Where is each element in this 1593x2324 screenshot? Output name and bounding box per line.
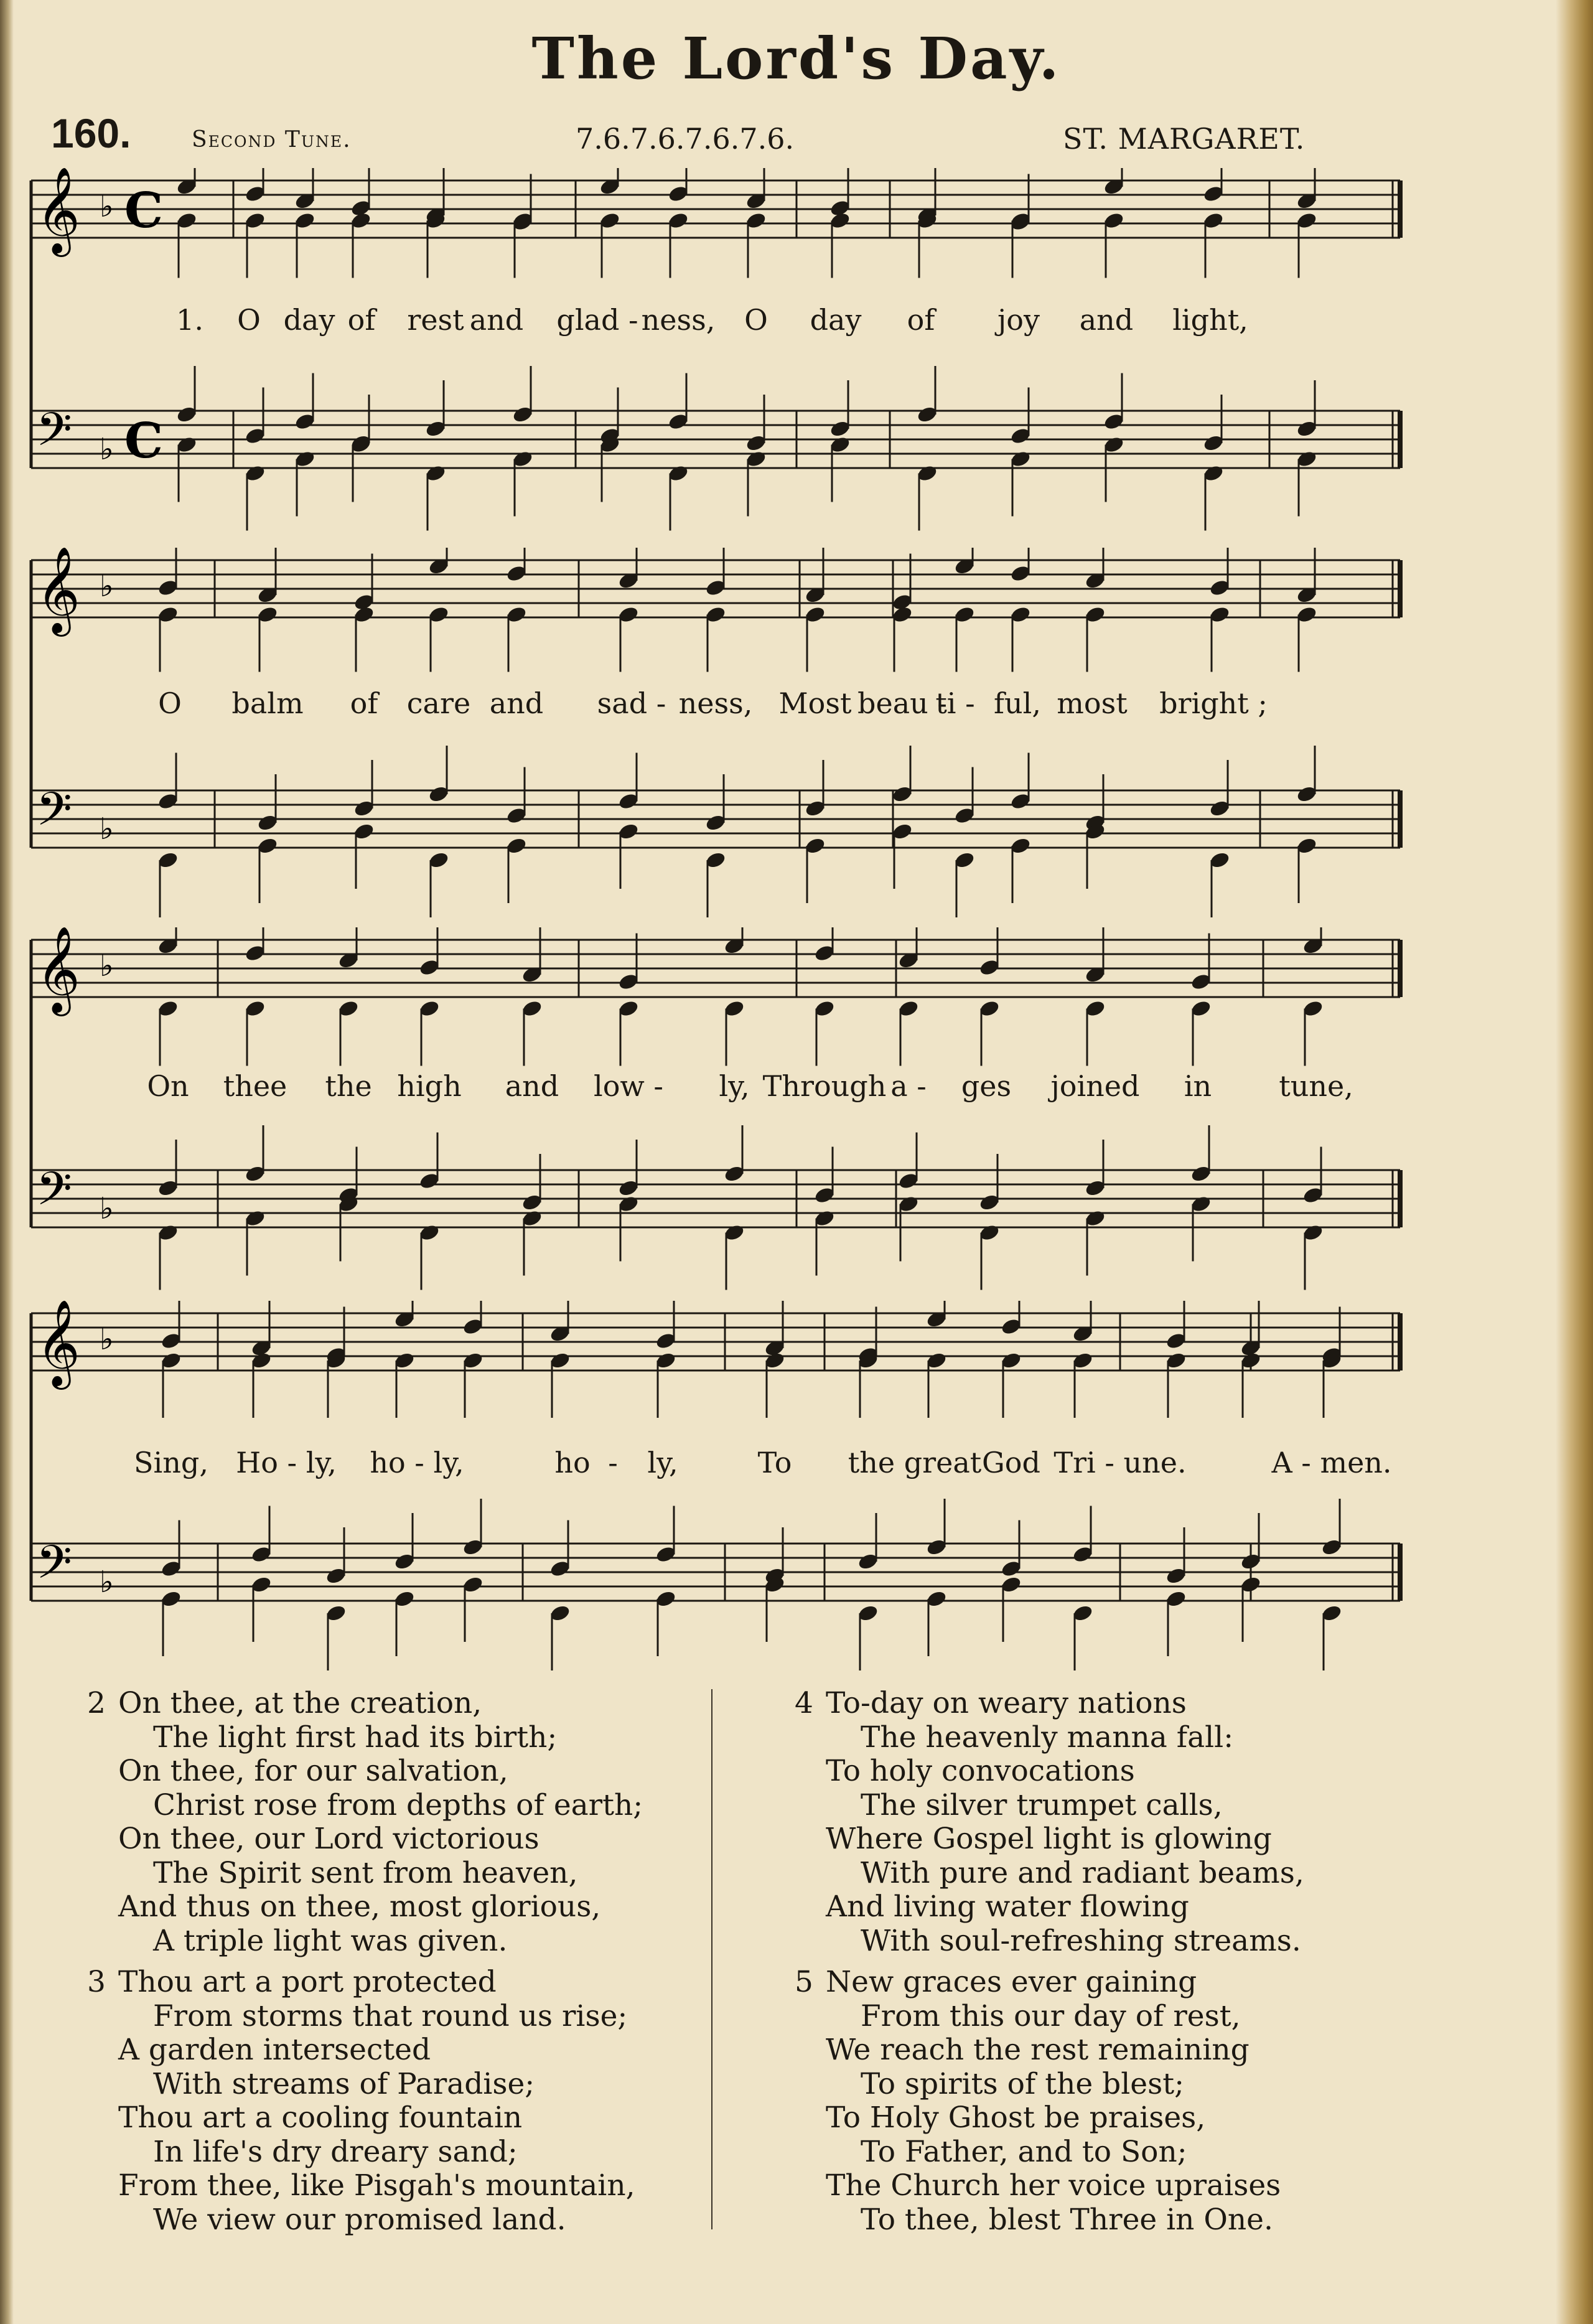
stanza-line: On thee, for our salvation, xyxy=(118,1754,508,1788)
lyric-syllable: light, xyxy=(1172,303,1248,337)
bass-clef-icon: 𝄢 xyxy=(36,782,72,848)
meter: 7.6.7.6.7.6.7.6. xyxy=(576,122,795,156)
lyric-syllable: of xyxy=(907,303,935,337)
lyric-syllable: and xyxy=(469,303,524,337)
flat-icon: ♭ xyxy=(100,1565,114,1600)
lyric-syllable: ly, xyxy=(719,1069,750,1103)
lyric-syllable: low - xyxy=(594,1069,663,1103)
lyric-syllable: O xyxy=(744,303,768,337)
lyric-syllable: To xyxy=(757,1446,792,1479)
lyric-syllable: and xyxy=(1079,303,1134,337)
lyric-syllable: On xyxy=(147,1069,189,1103)
stanza-line: To holy convocations xyxy=(826,1754,1135,1788)
stanza-line: The silver trumpet calls, xyxy=(861,1788,1223,1822)
stanza-line: The Church her voice upraises xyxy=(826,2168,1281,2203)
common-time-icon: C xyxy=(124,413,164,469)
stanza-line: Where Gospel light is glowing xyxy=(826,1822,1272,1856)
lyric-syllable: Most xyxy=(778,686,852,720)
flat-icon: ♭ xyxy=(100,949,114,983)
flat-icon: ♭ xyxy=(100,189,114,224)
stanza-5 xyxy=(795,1965,1281,2237)
lyric-syllable: ness, xyxy=(678,686,753,720)
lyric-syllable: O xyxy=(237,303,261,337)
stanza-line: To Holy Ghost be praises, xyxy=(826,2101,1206,2135)
stanza-line: To-day on weary nations xyxy=(826,1686,1187,1720)
lyric-syllable: ness, xyxy=(641,303,716,337)
stanza-line: To thee, blest Three in One. xyxy=(861,2202,1273,2237)
stanza-line: The light first had its birth; xyxy=(153,1720,558,1755)
stanza-line: Thou art a port protected xyxy=(118,1965,497,1999)
lyric-syllable: Ho - ly, xyxy=(236,1446,337,1479)
flat-icon: ♭ xyxy=(100,1322,114,1357)
tune-label: Second Tune. xyxy=(192,127,352,152)
stanza-line: A garden intersected xyxy=(118,2033,431,2067)
lyric-syllable: a - xyxy=(890,1069,927,1103)
flat-icon: ♭ xyxy=(100,812,114,846)
stanza-line: The heavenly manna fall: xyxy=(861,1720,1234,1755)
music-system-4 xyxy=(0,1301,1593,1687)
lyric-syllable: day xyxy=(810,303,862,337)
stanza-line: New graces ever gaining xyxy=(826,1965,1197,1999)
lyric-syllable: care xyxy=(406,686,471,720)
lyric-syllable: joy xyxy=(997,303,1040,337)
bass-clef-icon: 𝄢 xyxy=(36,403,72,468)
lyric-syllable: balm xyxy=(231,686,304,720)
lyric-syllable: the great xyxy=(848,1446,982,1479)
lyric-syllable: ges xyxy=(961,1069,1012,1103)
lyric-syllable: and xyxy=(505,1069,559,1103)
lyric-syllable: most xyxy=(1057,686,1128,720)
lyric-syllable: sad - xyxy=(597,686,666,720)
stanza-line: Christ rose from depths of earth; xyxy=(153,1788,643,1822)
stanza-line: Thou art a cooling fountain xyxy=(118,2101,523,2135)
column-divider xyxy=(711,1689,712,2229)
stanza-line: On thee, at the creation, xyxy=(118,1686,482,1720)
lyric-syllable: the xyxy=(325,1069,372,1103)
stanza-line: We reach the rest remaining xyxy=(826,2033,1250,2067)
stanza-line: From this our day of rest, xyxy=(861,1998,1241,2033)
treble-clef-icon: 𝄞 xyxy=(36,548,80,633)
lyric-syllable: ti - xyxy=(935,686,975,720)
treble-clef-icon: 𝄞 xyxy=(36,1301,80,1386)
lyric-syllable: of xyxy=(350,686,378,720)
lyric-syllable: O xyxy=(158,686,182,720)
lyric-syllable: Sing, xyxy=(134,1446,208,1479)
lyric-syllable: God xyxy=(982,1446,1040,1479)
treble-clef-icon: 𝄞 xyxy=(36,168,80,253)
flat-icon: ♭ xyxy=(100,569,114,604)
stanza-line: We view our promised land. xyxy=(153,2202,566,2237)
stanza-number: 3 xyxy=(87,1965,106,1999)
lyric-syllable: ly, xyxy=(647,1446,678,1479)
stanza-2 xyxy=(87,1686,643,1958)
stanza-line: On thee, our Lord victorious xyxy=(118,1822,540,1856)
stanza-number: 4 xyxy=(795,1686,813,1720)
lyric-syllable: day xyxy=(283,303,335,337)
lyric-syllable: ho - ly, xyxy=(370,1446,464,1479)
bass-clef-icon: 𝄢 xyxy=(36,1162,72,1227)
stanza-line: The Spirit sent from heaven, xyxy=(153,1855,578,1890)
lyric-syllable: thee xyxy=(223,1069,287,1103)
stanza-line: In life's dry dreary sand; xyxy=(153,2134,518,2169)
stanza-line: From storms that round us rise; xyxy=(153,1998,628,2033)
lyric-syllable: Through xyxy=(762,1069,887,1103)
lyric-syllable: joined xyxy=(1050,1069,1140,1103)
lyric-syllable: 1. xyxy=(176,303,203,337)
stanza-number: 5 xyxy=(795,1965,813,1999)
lyric-syllable: glad - xyxy=(556,303,638,337)
stanza-3 xyxy=(87,1965,635,2237)
lyric-syllable: tune, xyxy=(1279,1069,1353,1103)
music-system-3 xyxy=(0,927,1593,1313)
lyric-syllable: of xyxy=(347,303,376,337)
lyric-syllable: bright ; xyxy=(1159,686,1268,720)
lyric-syllable: beau - xyxy=(857,686,947,720)
stanza-line: With streams of Paradise; xyxy=(153,2066,535,2101)
stanza-line: From thee, like Pisgah's mountain, xyxy=(118,2168,635,2203)
stanza-number: 2 xyxy=(87,1686,106,1720)
stanza-line: To spirits of the blest; xyxy=(861,2066,1184,2101)
stanza-line: And living water flowing xyxy=(826,1890,1189,1924)
stanza-line: To Father, and to Son; xyxy=(861,2134,1187,2169)
stanza-line: And thus on thee, most glorious, xyxy=(118,1890,601,1924)
tune-name: ST. MARGARET. xyxy=(1063,122,1306,156)
lyric-syllable: ho xyxy=(554,1446,591,1479)
lyric-syllable: and xyxy=(489,686,544,720)
stanza-line: With pure and radiant beams, xyxy=(861,1855,1304,1890)
stanza-4 xyxy=(795,1686,1304,1958)
lyric-syllable: rest xyxy=(407,303,464,337)
stanza-line: A triple light was given. xyxy=(153,1923,508,1958)
lyric-syllable: ful, xyxy=(994,686,1041,720)
lyric-syllable: - xyxy=(608,1446,618,1479)
hymn-number: 160. xyxy=(51,110,131,156)
page-title: The Lord's Day. xyxy=(531,25,1062,92)
treble-clef-icon: 𝄞 xyxy=(36,927,80,1013)
bass-clef-icon: 𝄢 xyxy=(36,1535,72,1601)
lyric-syllable: Tri - une. xyxy=(1053,1446,1187,1479)
lyric-syllable: A - men. xyxy=(1271,1446,1392,1479)
stanza-line: With soul-refreshing streams. xyxy=(861,1923,1301,1958)
common-time-icon: C xyxy=(124,182,164,239)
lyric-syllable: in xyxy=(1184,1069,1212,1103)
flat-icon: ♭ xyxy=(100,1191,114,1226)
music-system-2 xyxy=(0,548,1593,934)
music-system-1 xyxy=(0,168,1593,554)
lyric-syllable: high xyxy=(397,1069,462,1103)
flat-icon: ♭ xyxy=(100,432,114,467)
